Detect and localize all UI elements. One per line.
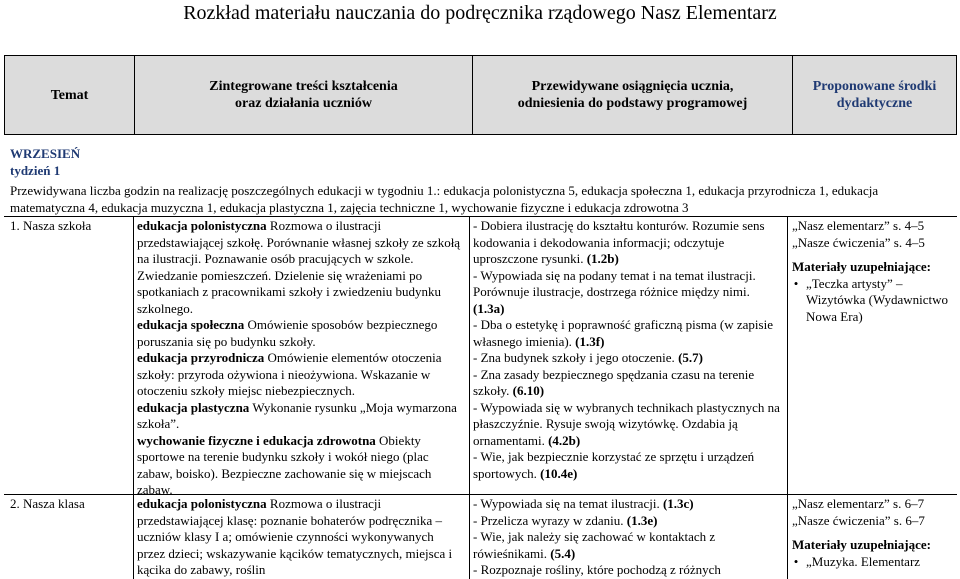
- outcome-text: - Wypowiada się w wybranych technikach plastycznych na płaszczyźnie. Rysuje swoją wizytówkę. Ozdabia ją ornamentami.: [473, 399, 780, 448]
- outcome-text: - Wypowiada się na temat ilustracji.: [473, 496, 663, 511]
- row-1-topic: 1. Nasza szkoła: [10, 218, 92, 233]
- content-item-text: Rozmowa o ilustracji przedstawiającej szkołę. Porównanie własnej szkoły ze szkołą na ilustracji. Poznawanie osób pracujących w szkole. Zwiedzanie pomieszczeń. Dzielenie się wrażeniami po spotkaniach z pracownikami szkoły i zwiedzeniu budynku szkolnego.: [137, 218, 461, 316]
- textbook-reference: „Nasz elementarz” s. 4–5: [792, 218, 925, 233]
- content-item-label: edukacja polonistyczna: [137, 218, 267, 233]
- outcome-code: (1.3a): [473, 300, 505, 316]
- content-item: [137, 350, 465, 400]
- outcome-text: - Przelicza wyrazy w zdaniu.: [473, 512, 627, 528]
- materials-title: Materiały uzupełniające:: [792, 259, 931, 274]
- content-item: [137, 496, 465, 579]
- outcome-item: [473, 449, 783, 482]
- content-item: [137, 218, 465, 317]
- week-label: tydzień 1: [10, 163, 61, 178]
- content-item-text: Wykonanie rysunku „Moja wymarzona szkoła”.: [137, 399, 457, 431]
- outcome-text: - Wie, jak należy się zachować w kontaktach z rówieśnikami.: [473, 529, 716, 561]
- content-item-label: edukacja przyrodnicza: [137, 350, 265, 365]
- outcome-code: (1.3f): [575, 333, 605, 349]
- workbook-reference: „Nasze ćwiczenia” s. 4–5: [792, 234, 925, 250]
- outcome-code: (1.2b): [586, 251, 619, 266]
- outcome-item: [473, 218, 783, 268]
- outcome-item: [473, 513, 783, 530]
- row-2-topic: 2. Nasza klasa: [10, 496, 85, 511]
- hours-note: Przewidywana liczba godzin na realizację poszczególnych edukacji w tygodniu 1.: edukacja polonistyczna 5, edukacja społeczna 1, edukacja przyrodnicza 1, edukacja matematyczna 4, edukacja muzyczna 1, edukacja plastyczna 1, zajęcia techniczne 1, wychowanie fizyczne i edukacja zdrowotna 3: [10, 183, 879, 215]
- outcome-text: - Dba o estetykę i poprawność graficzną pisma (w zapisie własnego imienia).: [473, 317, 773, 349]
- row-1-outcomes: [473, 218, 783, 482]
- column-divider: [133, 216, 134, 579]
- outcome-code: (6.10): [512, 383, 545, 398]
- content-item-text: Obiekty sportowe na terenie budynku szkoły i wokół niego (plac zabaw, boisko). Bezpieczne zachowanie się w miejscach zabaw.: [137, 432, 432, 497]
- outcome-code: (5.4): [550, 545, 576, 561]
- header-content: Zintegrowane treści kształcenia oraz działania uczniów: [135, 56, 473, 134]
- outcome-item: [473, 350, 783, 367]
- header-topic: Temat: [5, 56, 135, 134]
- outcome-code: (1.3e): [626, 512, 658, 528]
- column-divider: [469, 216, 470, 579]
- content-item-text: Omówienie elementów otoczenia szkoły: przyroda ożywiona i nieożywiona. Wskazanie w otoczeniu szkoły miejsc niebezpiecznych.: [137, 350, 442, 398]
- row-2-content: [137, 496, 465, 579]
- outcome-code: (10.4e): [540, 465, 578, 481]
- content-item: [137, 400, 465, 433]
- materials-item: [792, 276, 952, 326]
- outcome-code: (5.7): [678, 350, 703, 365]
- row-1-means: [792, 218, 952, 325]
- bullet-icon: •: [793, 553, 799, 569]
- outcome-text: - Zna zasady bezpiecznego spędzania czasu na terenie szkoły.: [473, 366, 755, 398]
- outcome-item: [473, 317, 783, 350]
- content-item-label: edukacja społeczna: [137, 317, 245, 332]
- content-item: [137, 317, 465, 350]
- outcome-item: [473, 367, 783, 400]
- month-label: WRZESIEŃ: [10, 146, 81, 161]
- outcome-code: (4.2b): [548, 432, 581, 448]
- outcome-text: - Wypowiada się na podany temat i na temat ilustracji. Porównuje ilustracje, dostrzega różnice między nimi.: [473, 267, 756, 299]
- outcome-item: [473, 529, 783, 562]
- outcome-text: - Wie, jak bezpiecznie korzystać ze sprzętu i urządzeń sportowych.: [473, 449, 755, 481]
- content-item-label: edukacja plastyczna: [137, 399, 250, 415]
- materials-item: [792, 554, 952, 571]
- outcome-item: [473, 496, 783, 513]
- content-item-label: edukacja polonistyczna: [137, 496, 267, 511]
- outcome-text: - Dobiera ilustrację do kształtu konturów. Rozumie sens kodowania i dekodowania informacji; odczytuje uproszczone rysunki.: [473, 218, 765, 266]
- textbook-reference: „Nasz elementarz” s. 6–7: [792, 496, 925, 511]
- outcome-item: [473, 400, 783, 450]
- content-item-text: Omówienie sposobów bezpiecznego poruszania się po budynku szkoły.: [137, 317, 438, 349]
- outcome-code: (1.3c): [662, 496, 694, 511]
- content-item-label: wychowanie fizyczne i edukacja zdrowotna: [137, 432, 376, 448]
- materials-item-text: „Muzyka. Elementarz: [806, 553, 921, 569]
- outcome-item: [473, 268, 783, 318]
- column-divider: [787, 216, 788, 579]
- row-2-outcomes: [473, 496, 783, 579]
- row-divider-top: [4, 216, 957, 217]
- workbook-reference: „Nasze ćwiczenia” s. 6–7: [792, 512, 925, 528]
- table-header: [4, 55, 957, 135]
- document-title: Rozkład materiału nauczania do podręcznika rządowego Nasz Elementarz: [183, 2, 777, 24]
- outcome-item: [473, 562, 783, 579]
- materials-title: Materiały uzupełniające:: [792, 537, 931, 552]
- content-item-text: Rozmowa o ilustracji przedstawiającej klasę: poznanie bohaterów podręcznika – uczniów klasy I a; omówienie czynności wykonywanych przez dzieci; wskazywanie kącików tematycznych, miejsca i kącika do zabawy, roślin: [137, 496, 453, 577]
- header-means: Proponowane środki dydaktyczne: [812, 79, 937, 111]
- outcome-text: - Zna budynek szkoły i jego otoczenie.: [473, 350, 679, 365]
- outcome-text: - Rozpoznaje rośliny, które pochodzą z różnych: [473, 562, 721, 577]
- row-1-content: [137, 218, 465, 499]
- header-outcomes: Przewidywane osiągnięcia ucznia, odniesienia do podstawy programowej: [473, 56, 793, 134]
- materials-item-text: „Teczka artysty” – Wizytówka (Wydawnictwo Nowa Era): [806, 275, 949, 324]
- row-2-means: [792, 496, 952, 570]
- bullet-icon: •: [793, 275, 799, 291]
- content-item: [137, 433, 465, 499]
